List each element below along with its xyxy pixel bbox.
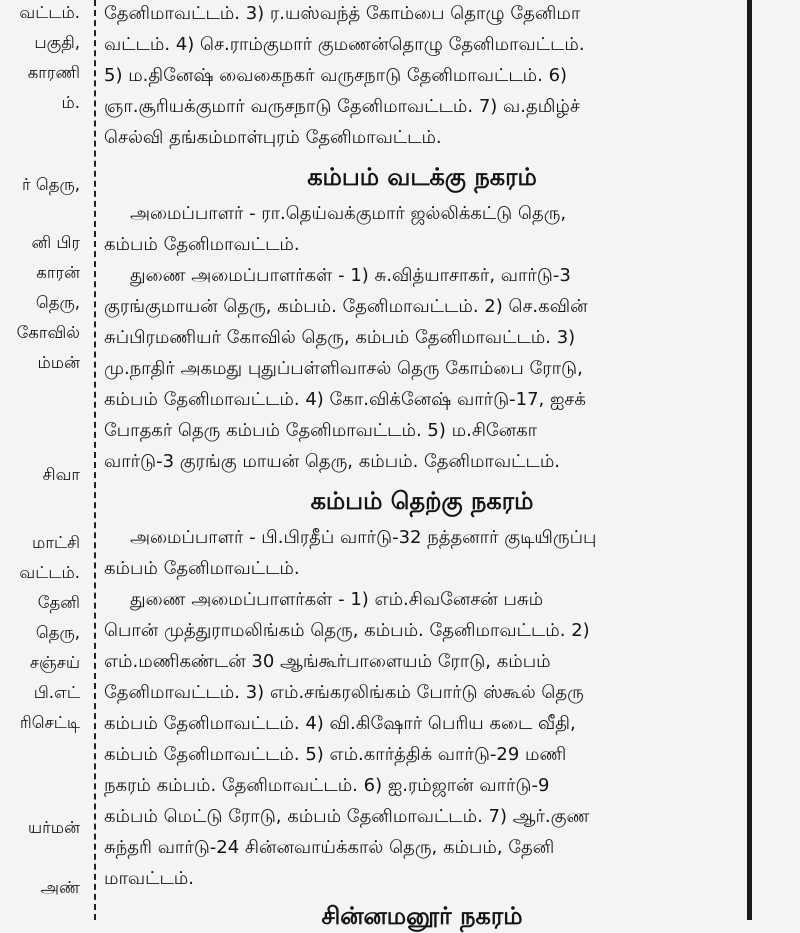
left-fragment: தெரு,: [35, 623, 80, 642]
section-heading-south: கம்பம் தெற்கு நகரம்: [310, 487, 534, 515]
left-fragment: சஞ்சய்: [29, 653, 80, 672]
left-fragment: பி.எட்: [33, 683, 80, 702]
left-fragment: கோவில்: [16, 323, 80, 342]
left-fragment: னி பிர: [31, 233, 80, 252]
left-fragment: யர்மன்: [27, 818, 80, 837]
south-line: எம்.மணிகண்டன் 30 ஆங்கூர்பாளையம் ரோடு, கம்பம்: [104, 651, 551, 672]
south-line: கம்பம் மெட்டு ரோடு, கம்பம் தேனிமாவட்டம். 7) ஆர்.குண: [104, 806, 590, 827]
north-line: போதகர் தெரு கம்பம் தேனிமாவட்டம். 5) ம.சினேகா: [104, 420, 538, 441]
north-line: கம்பம் தேனிமாவட்டம்.: [104, 234, 300, 255]
column-divider: [94, 0, 96, 920]
south-line: நகரம் கம்பம். தேனிமாவட்டம். 6) ஐ.ரம்ஜான் வார்டு-9: [104, 775, 550, 796]
left-fragment: ம்மன்: [37, 353, 80, 372]
left-fragment: சிவா: [42, 465, 80, 484]
left-fragment: வட்டம்.: [19, 3, 80, 22]
south-line: தேனிமாவட்டம். 3) எம்.சங்கரலிங்கம் போர்டு ஸ்கூல் தெரு: [104, 682, 584, 703]
south-line: துணை அமைப்பாளர்கள் - 1) எம்.சிவனேசன் பசும்: [130, 589, 544, 610]
south-line: சுந்தரி வார்டு-24 சின்னவாய்க்கால் தெரு, கம்பம், தேனி: [104, 837, 555, 858]
left-fragment: ர் தெரு,: [22, 175, 80, 194]
left-fragment: காரணி: [27, 63, 80, 82]
left-fragment: பகுதி,: [34, 33, 80, 52]
south-line: பொன் முத்துராமலிங்கம் தெரு, கம்பம். தேனிமாவட்டம். 2): [104, 620, 590, 641]
left-column-fragments: [0, 0, 88, 920]
south-line: கம்பம் தேனிமாவட்டம். 5) எம்.கார்த்திக் வார்டு-29 மணி: [104, 744, 567, 765]
intro-line: செல்வி தங்கம்மாள்புரம் தேனிமாவட்டம்.: [104, 127, 442, 148]
north-line: குரங்குமாயன் தெரு, கம்பம். தேனிமாவட்டம். 2) செ.கவின்: [104, 296, 588, 317]
intro-line: ஞா.சூரியக்குமார் வருசநாடு தேனிமாவட்டம். 7) வ.தமிழ்ச்: [104, 96, 580, 117]
intro-line: வட்டம். 4) செ.ராம்குமார் குமணன்தொழு தேனிமாவட்டம்.: [104, 34, 585, 55]
north-line: துணை அமைப்பாளர்கள் - 1) சு.வித்யாசாகர், வார்டு-3: [130, 265, 571, 286]
left-fragment: வட்டம்.: [19, 563, 80, 582]
left-fragment: தெரு,: [35, 293, 80, 312]
north-line: கம்பம் தேனிமாவட்டம். 4) கோ.விக்னேஷ் வார்டு-17, ஐசக்: [104, 389, 586, 410]
right-border-rule: [747, 0, 752, 920]
left-fragment: ரிசெட்டி: [19, 713, 80, 732]
intro-line: தேனிமாவட்டம். 3) ர.யஸ்வந்த் கோம்பை தொழு தேனிமா: [104, 3, 581, 24]
north-line: சுப்பிரமணியர் கோவில் தெரு, கம்பம் தேனிமாவட்டம். 3): [104, 327, 576, 348]
intro-line: 5) ம.தினேஷ் வைகைநகர் வருசநாடு தேனிமாவட்டம். 6): [104, 65, 568, 86]
south-line: கம்பம் தேனிமாவட்டம். 4) வி.கிஷோர் பெரிய கடை வீதி,: [104, 713, 576, 734]
south-line: கம்பம் தேனிமாவட்டம்.: [104, 558, 300, 579]
left-fragment: காரன்: [36, 263, 80, 282]
south-line: மாவட்டம்.: [104, 868, 194, 889]
south-line: அமைப்பாளர் - பி.பிரதீப் வார்டு-32 நத்தனார் குடியிருப்பு: [130, 527, 597, 548]
section-heading-next: சின்னமனூர் நகரம்: [321, 902, 523, 930]
section-heading-north: கம்பம் வடக்கு நகரம்: [307, 163, 537, 191]
left-fragment: ம்.: [61, 93, 80, 112]
left-fragment: தேனி: [37, 593, 80, 612]
left-fragment: மாட்சி: [32, 533, 80, 552]
north-line: வார்டு-3 குரங்கு மாயன் தெரு, கம்பம். தேனிமாவட்டம்.: [104, 451, 561, 472]
north-line: மு.நாதிர் அகமது புதுப்பள்ளிவாசல் தெரு கோம்பை ரோடு,: [104, 358, 583, 379]
north-line: அமைப்பாளர் - ரா.தெய்வக்குமார் ஜல்லிக்கட்டு தெரு,: [130, 203, 567, 224]
left-fragment: அண்: [40, 878, 80, 897]
